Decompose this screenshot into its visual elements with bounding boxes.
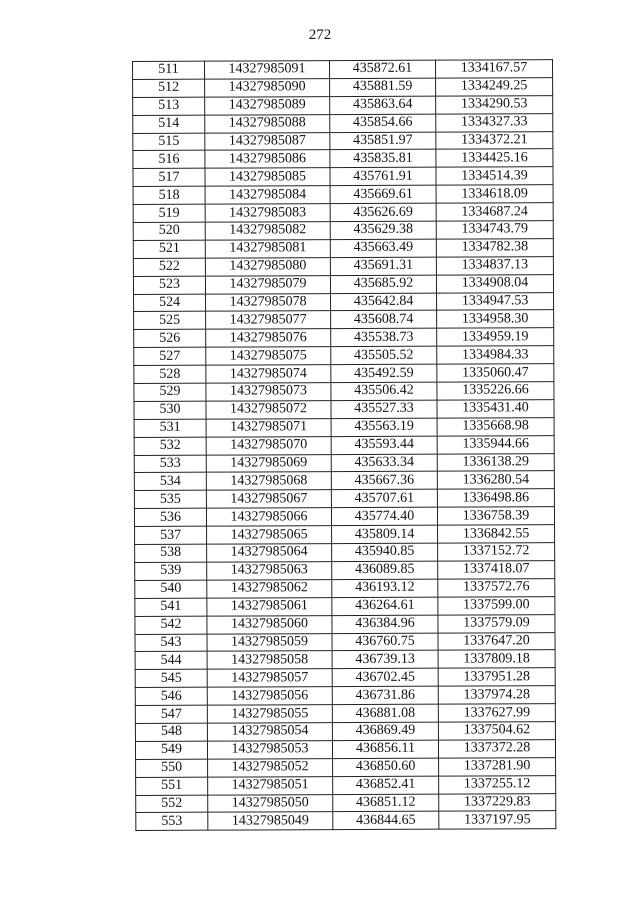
point-id-cell: 14327985052 <box>208 758 333 776</box>
y-coordinate-cell: 1334959.19 <box>437 328 554 346</box>
point-id-cell: 14327985058 <box>207 651 332 669</box>
y-coordinate-cell: 1334372.21 <box>436 131 553 149</box>
table-row <box>135 722 555 742</box>
table-row <box>134 364 554 384</box>
x-coordinate-cell: 436851.12 <box>333 794 439 812</box>
point-id-cell: 14327985057 <box>207 669 332 687</box>
point-id-cell: 14327985059 <box>207 633 332 651</box>
point-id-cell: 14327985053 <box>207 740 332 758</box>
table-row <box>134 346 554 366</box>
y-coordinate-cell: 1337647.20 <box>438 632 555 650</box>
point-id-cell: 14327985088 <box>205 114 330 132</box>
row-index-cell: 533 <box>134 455 206 473</box>
point-id-cell: 14327985061 <box>207 597 332 615</box>
y-coordinate-cell: 1334837.13 <box>436 256 553 274</box>
y-coordinate-cell: 1334425.16 <box>436 149 553 167</box>
x-coordinate-cell: 435691.31 <box>330 257 436 275</box>
point-id-cell: 14327985071 <box>206 418 331 436</box>
x-coordinate-cell: 435593.44 <box>331 436 437 454</box>
x-coordinate-cell: 435663.49 <box>330 239 436 257</box>
row-index-cell: 540 <box>135 580 207 598</box>
point-id-cell: 14327985078 <box>206 293 331 311</box>
point-id-cell: 14327985075 <box>206 347 331 365</box>
point-id-cell: 14327985077 <box>206 311 331 329</box>
table-row <box>135 561 555 581</box>
table-row <box>133 185 553 205</box>
row-index-cell: 523 <box>133 276 205 294</box>
table-row <box>133 274 553 294</box>
row-index-cell: 515 <box>133 133 205 151</box>
y-coordinate-cell: 1337152.72 <box>438 543 555 561</box>
table-row <box>136 775 556 795</box>
point-id-cell: 14327985079 <box>205 275 330 293</box>
row-index-cell: 538 <box>135 544 207 562</box>
row-index-cell: 517 <box>133 169 205 187</box>
y-coordinate-cell: 1336138.29 <box>437 453 554 471</box>
row-index-cell: 524 <box>134 294 206 312</box>
table-row <box>133 167 553 187</box>
y-coordinate-cell: 1336842.55 <box>438 525 555 543</box>
table-row <box>135 668 555 688</box>
point-id-cell: 14327985089 <box>205 96 330 114</box>
x-coordinate-cell: 436844.65 <box>333 812 439 830</box>
table-row <box>135 596 555 616</box>
y-coordinate-cell: 1337627.99 <box>438 704 555 722</box>
y-coordinate-cell: 1337229.83 <box>439 793 556 811</box>
x-coordinate-cell: 435626.69 <box>330 203 436 221</box>
table-row <box>133 221 553 241</box>
y-coordinate-cell: 1336280.54 <box>437 471 554 489</box>
point-id-cell: 14327985055 <box>207 705 332 723</box>
y-coordinate-cell: 1337579.09 <box>438 614 555 632</box>
table-row <box>134 400 554 420</box>
point-id-cell: 14327985062 <box>207 579 332 597</box>
point-id-cell: 14327985063 <box>207 562 332 580</box>
table-row <box>134 310 554 330</box>
x-coordinate-cell: 435863.64 <box>330 96 436 114</box>
y-coordinate-cell: 1336498.86 <box>437 489 554 507</box>
y-coordinate-cell: 1334618.09 <box>436 185 553 203</box>
row-index-cell: 531 <box>134 419 206 437</box>
y-coordinate-cell: 1337572.76 <box>438 578 555 596</box>
table-row <box>134 471 554 491</box>
table-row <box>133 78 553 98</box>
row-index-cell: 536 <box>134 508 206 526</box>
point-id-cell: 14327985054 <box>207 723 332 741</box>
table-row <box>135 525 555 545</box>
row-index-cell: 546 <box>135 687 207 705</box>
table-row <box>133 239 553 259</box>
y-coordinate-cell: 1334514.39 <box>436 167 553 185</box>
x-coordinate-cell: 436264.61 <box>332 597 438 615</box>
y-coordinate-cell: 1334249.25 <box>436 78 553 96</box>
row-index-cell: 530 <box>134 401 206 419</box>
y-coordinate-cell: 1334782.38 <box>436 239 553 257</box>
y-coordinate-cell: 1335226.66 <box>437 382 554 400</box>
point-id-cell: 14327985066 <box>206 508 331 526</box>
x-coordinate-cell: 435809.14 <box>332 525 438 543</box>
x-coordinate-cell: 435940.85 <box>332 543 438 561</box>
y-coordinate-cell: 1336758.39 <box>437 507 554 525</box>
row-index-cell: 528 <box>134 365 206 383</box>
x-coordinate-cell: 435506.42 <box>331 382 437 400</box>
point-id-cell: 14327985069 <box>206 454 331 472</box>
table-body <box>133 60 556 831</box>
table-row <box>133 95 553 115</box>
point-id-cell: 14327985081 <box>205 240 330 258</box>
table-row <box>133 149 553 169</box>
point-id-cell: 14327985064 <box>207 544 332 562</box>
table-row <box>135 686 555 706</box>
x-coordinate-cell: 436869.49 <box>332 722 438 740</box>
y-coordinate-cell: 1334327.33 <box>436 113 553 131</box>
point-id-cell: 14327985087 <box>205 132 330 150</box>
x-coordinate-cell: 435608.74 <box>331 311 437 329</box>
x-coordinate-cell: 436739.13 <box>332 651 438 669</box>
table-row <box>134 292 554 312</box>
y-coordinate-cell: 1337372.28 <box>438 740 555 758</box>
point-id-cell: 14327985056 <box>207 687 332 705</box>
row-index-cell: 526 <box>134 330 206 348</box>
table-row <box>134 417 554 437</box>
y-coordinate-cell: 1334984.33 <box>437 346 554 364</box>
row-index-cell: 553 <box>136 813 208 831</box>
x-coordinate-cell: 436089.85 <box>332 561 438 579</box>
y-coordinate-cell: 1337504.62 <box>438 722 555 740</box>
x-coordinate-cell: 435851.97 <box>330 132 436 150</box>
x-coordinate-cell: 435492.59 <box>331 364 437 382</box>
point-id-cell: 14327985084 <box>205 186 330 204</box>
row-index-cell: 543 <box>135 634 207 652</box>
row-index-cell: 520 <box>133 222 205 240</box>
table-row <box>135 578 555 598</box>
x-coordinate-cell: 436731.86 <box>332 686 438 704</box>
row-index-cell: 518 <box>133 186 205 204</box>
row-index-cell: 519 <box>133 204 205 222</box>
y-coordinate-cell: 1335060.47 <box>437 364 554 382</box>
y-coordinate-cell: 1334167.57 <box>435 60 552 78</box>
row-index-cell: 511 <box>133 61 205 79</box>
y-coordinate-cell: 1334687.24 <box>436 203 553 221</box>
y-coordinate-cell: 1335944.66 <box>437 435 554 453</box>
x-coordinate-cell: 435774.40 <box>331 507 437 525</box>
x-coordinate-cell: 435527.33 <box>331 400 437 418</box>
x-coordinate-cell: 435854.66 <box>330 114 436 132</box>
row-index-cell: 549 <box>135 741 207 759</box>
coordinate-table <box>132 59 556 831</box>
point-id-cell: 14327985080 <box>205 257 330 275</box>
point-id-cell: 14327985086 <box>205 150 330 168</box>
y-coordinate-cell: 1334743.79 <box>436 221 553 239</box>
y-coordinate-cell: 1337951.28 <box>438 668 555 686</box>
point-id-cell: 14327985074 <box>206 365 331 383</box>
table-row <box>134 507 554 527</box>
y-coordinate-cell: 1337599.00 <box>438 596 555 614</box>
y-coordinate-cell: 1337197.95 <box>439 811 556 829</box>
x-coordinate-cell: 436852.41 <box>333 776 439 794</box>
x-coordinate-cell: 436384.96 <box>332 615 438 633</box>
x-coordinate-cell: 436760.75 <box>332 633 438 651</box>
y-coordinate-cell: 1337974.28 <box>438 686 555 704</box>
row-index-cell: 541 <box>135 598 207 616</box>
x-coordinate-cell: 435707.61 <box>331 490 437 508</box>
table-row <box>136 793 556 813</box>
row-index-cell: 551 <box>136 777 208 795</box>
y-coordinate-cell: 1334908.04 <box>436 274 553 292</box>
point-id-cell: 14327985070 <box>206 436 331 454</box>
row-index-cell: 545 <box>135 669 207 687</box>
point-id-cell: 14327985091 <box>205 61 330 79</box>
table-row <box>133 60 553 80</box>
row-index-cell: 516 <box>133 151 205 169</box>
point-id-cell: 14327985067 <box>206 490 331 508</box>
x-coordinate-cell: 435685.92 <box>330 275 436 293</box>
y-coordinate-cell: 1337281.90 <box>439 757 556 775</box>
row-index-cell: 552 <box>136 795 208 813</box>
row-index-cell: 539 <box>135 562 207 580</box>
row-index-cell: 512 <box>133 79 205 97</box>
table-row <box>134 489 554 509</box>
x-coordinate-cell: 435872.61 <box>330 60 436 78</box>
page-number: 272 <box>308 27 332 43</box>
y-coordinate-cell: 1337418.07 <box>438 561 555 579</box>
point-id-cell: 14327985049 <box>208 812 333 830</box>
x-coordinate-cell: 436193.12 <box>332 579 438 597</box>
row-index-cell: 529 <box>134 383 206 401</box>
row-index-cell: 542 <box>135 616 207 634</box>
y-coordinate-cell: 1337255.12 <box>439 775 556 793</box>
point-id-cell: 14327985068 <box>206 472 331 490</box>
point-id-cell: 14327985073 <box>206 383 331 401</box>
point-id-cell: 14327985090 <box>205 79 330 97</box>
row-index-cell: 527 <box>134 347 206 365</box>
table-row <box>134 382 554 402</box>
table-row <box>135 543 555 563</box>
y-coordinate-cell: 1337809.18 <box>438 650 555 668</box>
point-id-cell: 14327985083 <box>205 204 330 222</box>
point-id-cell: 14327985085 <box>205 168 330 186</box>
row-index-cell: 537 <box>135 526 207 544</box>
y-coordinate-cell: 1334290.53 <box>436 95 553 113</box>
x-coordinate-cell: 435629.38 <box>330 221 436 239</box>
point-id-cell: 14327985051 <box>208 776 333 794</box>
table-row <box>134 328 554 348</box>
table-row <box>135 704 555 724</box>
point-id-cell: 14327985060 <box>207 615 332 633</box>
row-index-cell: 532 <box>134 437 206 455</box>
x-coordinate-cell: 435563.19 <box>331 418 437 436</box>
x-coordinate-cell: 435669.61 <box>330 185 436 203</box>
y-coordinate-cell: 1334958.30 <box>437 310 554 328</box>
row-index-cell: 550 <box>136 759 208 777</box>
x-coordinate-cell: 435538.73 <box>331 329 437 347</box>
point-id-cell: 14327985076 <box>206 329 331 347</box>
row-index-cell: 513 <box>133 97 205 115</box>
table-row <box>136 757 556 777</box>
x-coordinate-cell: 435505.52 <box>331 346 437 364</box>
table-row <box>135 632 555 652</box>
table-row <box>135 614 555 634</box>
row-index-cell: 525 <box>134 312 206 330</box>
row-index-cell: 534 <box>134 473 206 491</box>
table-row <box>134 435 554 455</box>
table-row <box>133 131 553 151</box>
x-coordinate-cell: 435642.84 <box>331 293 437 311</box>
x-coordinate-cell: 435835.81 <box>330 150 436 168</box>
table-row <box>135 740 555 760</box>
x-coordinate-cell: 436850.60 <box>333 758 439 776</box>
row-index-cell: 548 <box>135 723 207 741</box>
x-coordinate-cell: 436702.45 <box>332 668 438 686</box>
x-coordinate-cell: 435761.91 <box>330 168 436 186</box>
row-index-cell: 521 <box>133 240 205 258</box>
y-coordinate-cell: 1335431.40 <box>437 400 554 418</box>
y-coordinate-cell: 1335668.98 <box>437 417 554 435</box>
table-row <box>133 113 553 133</box>
row-index-cell: 522 <box>133 258 205 276</box>
x-coordinate-cell: 435667.36 <box>331 472 437 490</box>
row-index-cell: 544 <box>135 652 207 670</box>
x-coordinate-cell: 435881.59 <box>330 78 436 96</box>
table-row <box>134 453 554 473</box>
table-row <box>135 650 555 670</box>
table-row <box>133 256 553 276</box>
x-coordinate-cell: 436856.11 <box>332 740 438 758</box>
point-id-cell: 14327985072 <box>206 401 331 419</box>
row-index-cell: 535 <box>134 491 206 509</box>
table-row <box>133 203 553 223</box>
point-id-cell: 14327985065 <box>207 526 332 544</box>
x-coordinate-cell: 436881.08 <box>332 704 438 722</box>
row-index-cell: 514 <box>133 115 205 133</box>
point-id-cell: 14327985082 <box>205 222 330 240</box>
x-coordinate-cell: 435633.34 <box>331 454 437 472</box>
row-index-cell: 547 <box>135 705 207 723</box>
point-id-cell: 14327985050 <box>208 794 333 812</box>
y-coordinate-cell: 1334947.53 <box>437 292 554 310</box>
table-row <box>136 811 556 831</box>
